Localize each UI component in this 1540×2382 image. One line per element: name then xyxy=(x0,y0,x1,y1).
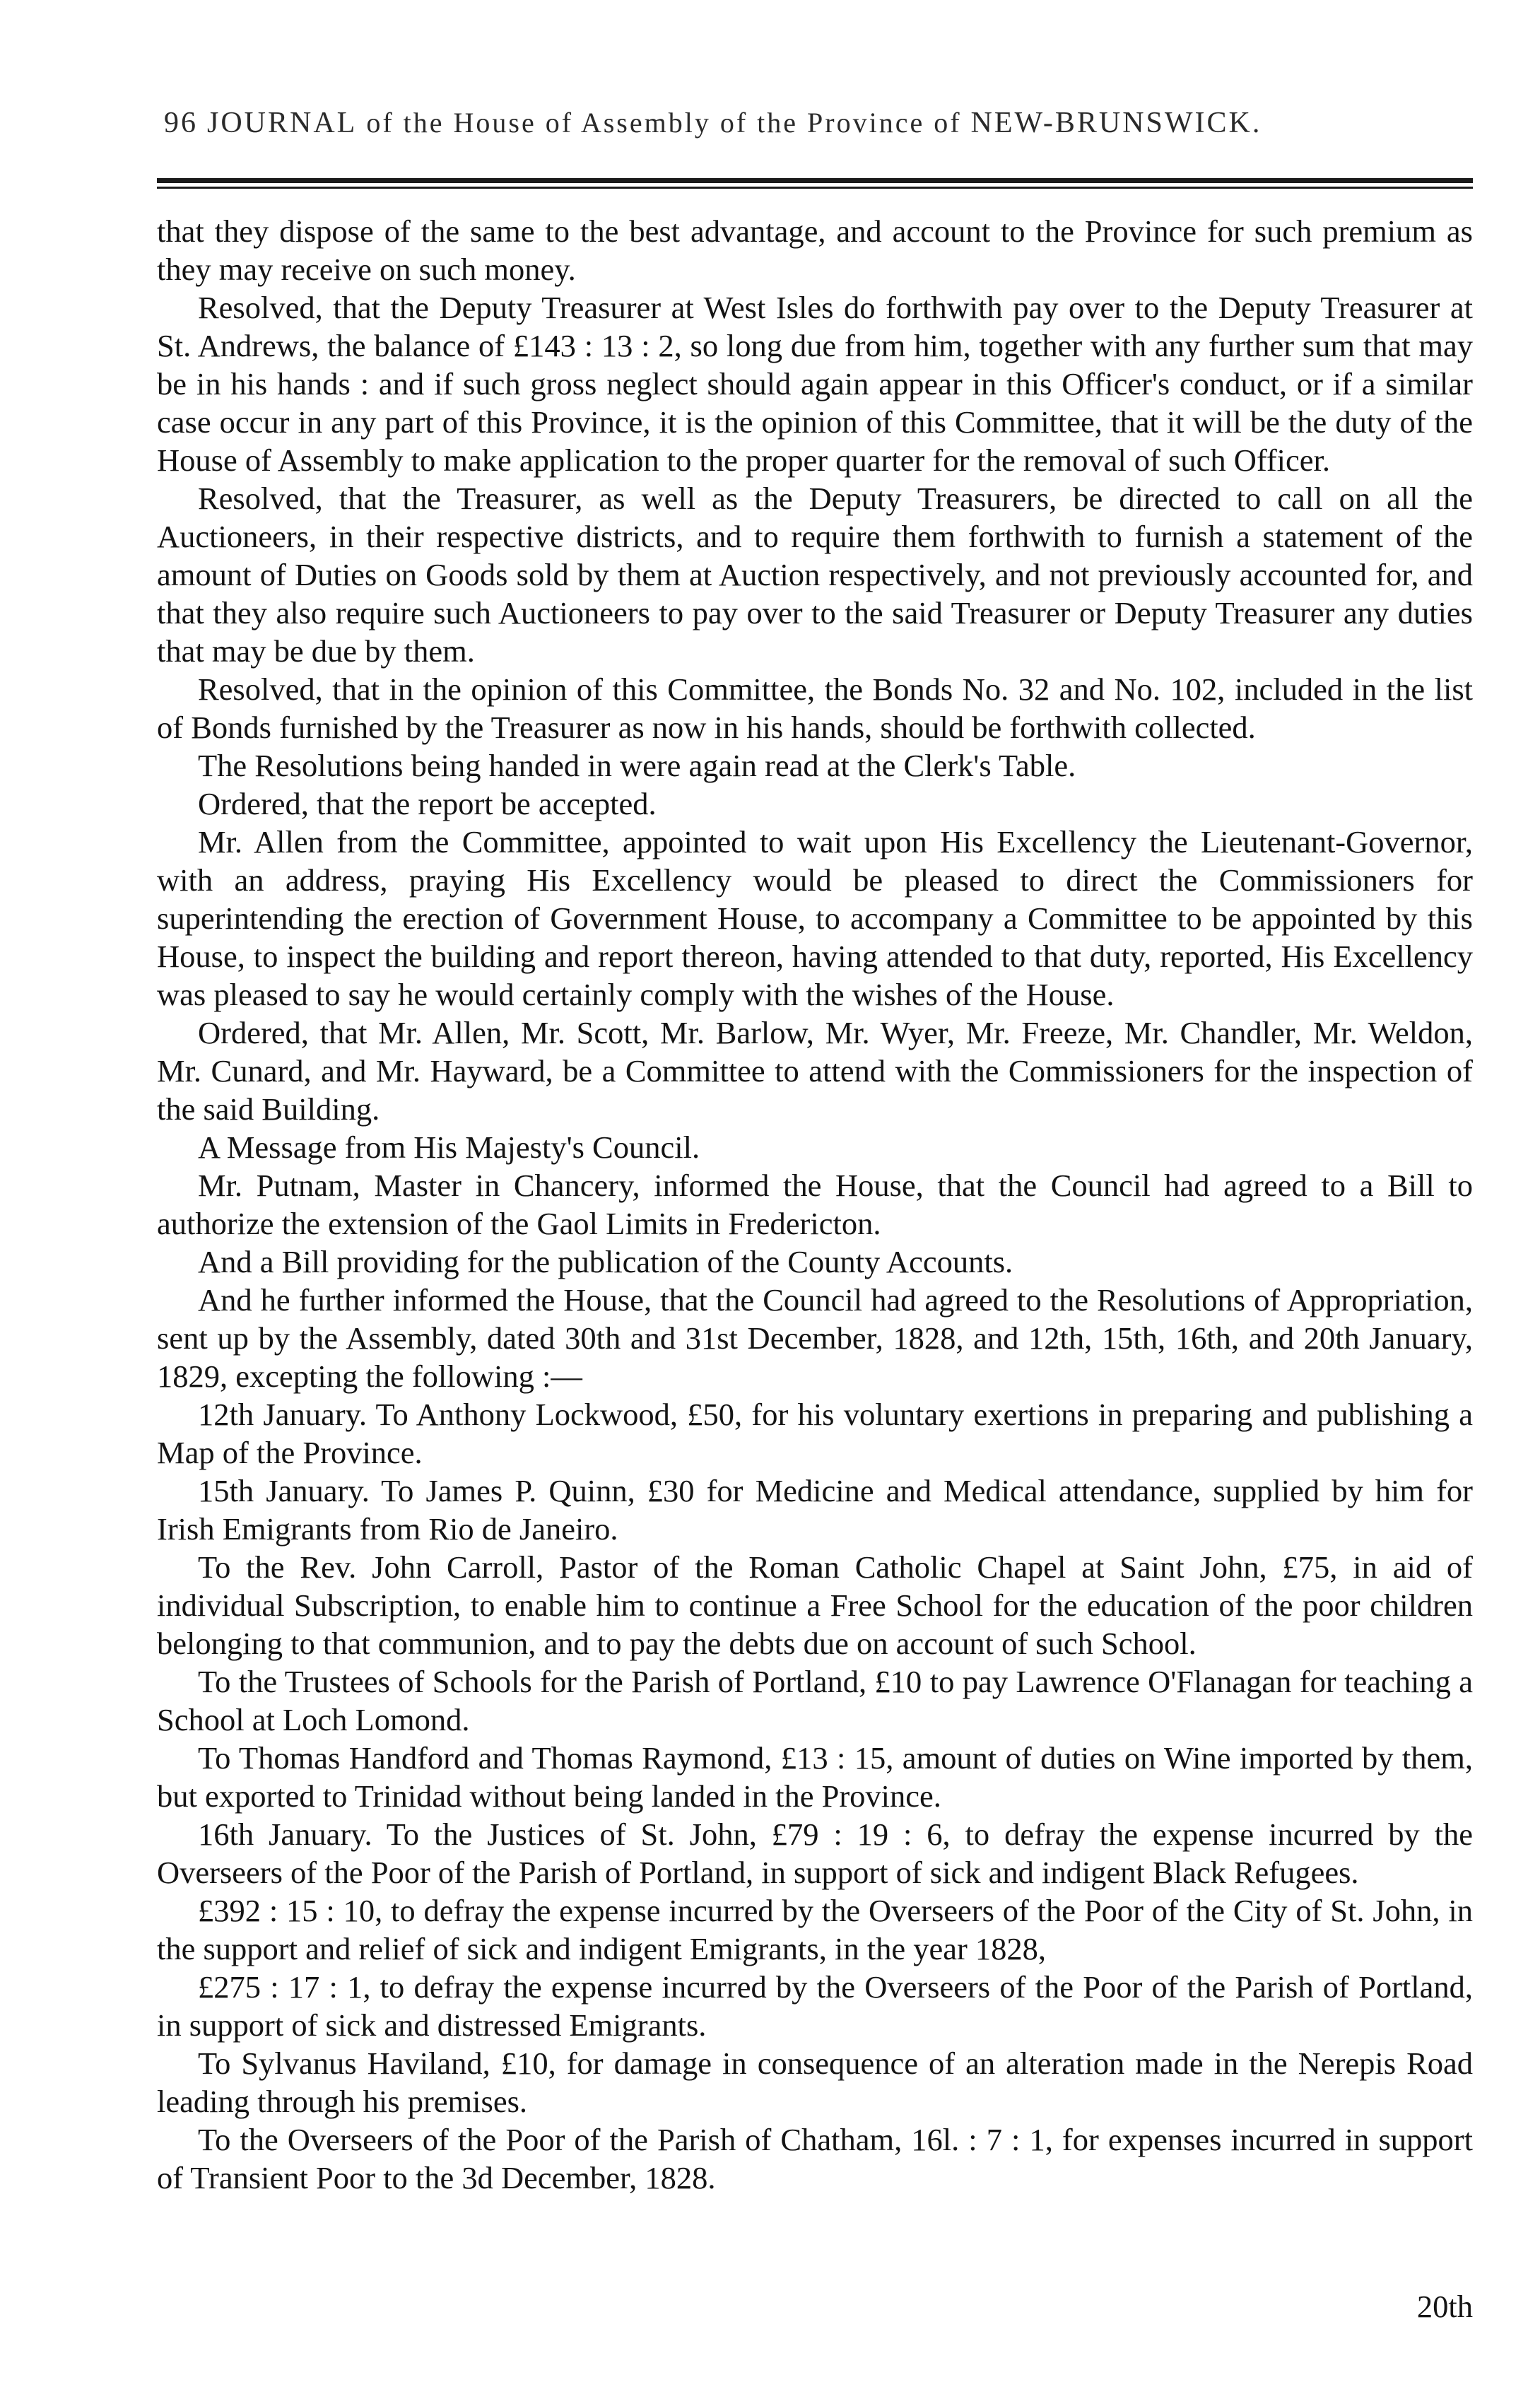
running-head-middle: of the House of Assembly of the Province of xyxy=(357,107,971,139)
paragraph-allen-report: Mr. Allen from the Committee, appointed to wait upon His Excellency the Lieutenant-Governor, with an address, praying His Excellency would be pleased to direct the Commissioners for superintending the erection of Government House, to accompany a Committee to be appointed by this House, to inspect the building and report thereon, having attended to that duty, reported, His Excellency was pleased to say he would certainly comply with the wishes of the House. xyxy=(157,824,1473,1012)
running-head xyxy=(164,106,1464,156)
paragraph-continuation: that they dispose of the same to the best advantage, and account to the Province for such premium as they may receive on such money. xyxy=(157,213,1473,287)
paragraph-county-accounts-bill: And a Bill providing for the publication of the County Accounts. xyxy=(198,1244,1013,1279)
running-head-journal: JOURNAL xyxy=(207,107,358,139)
paragraph-resolution-auctioneers: Resolved, that the Treasurer, as well as the Deputy Treasurers, be directed to call on all the Auctioneers, in their respective districts, and to require them forthwith to furnish a statement of the amount of Duties on Goods sold by them at Auction respectively, and not previously accounted for, and that they also require such Auctioneers to pay over to the said Treasurer or Deputy Treasurer any duties that may be due by them. xyxy=(157,481,1473,669)
paragraph-committee-appointed: Ordered, that Mr. Allen, Mr. Scott, Mr. Barlow, Mr. Wyer, Mr. Freeze, Mr. Chandler, Mr. Weldon, Mr. Cunard, and Mr. Hayward, be a Committee to attend with the Commissioners for the inspection of the said Building. xyxy=(157,1015,1473,1127)
paragraph-council-message: A Message from His Majesty's Council. xyxy=(198,1130,700,1165)
paragraph-appropriation-resolutions: And he further informed the House, that the Council had agreed to the Resolutions of Appropriation, sent up by the Assembly, dated 30th and 31st December, 1828, and 12th, 15th, 16th, and 20th January, 1829, excepting the following :— xyxy=(157,1282,1473,1394)
page-number: 96 xyxy=(164,107,198,139)
paragraph-carroll: To the Rev. John Carroll, Pastor of the Roman Catholic Chapel at Saint John, £75, in aid of individual Subscription, to enable him to continue a Free School for the education of the poor children belonging to that communion, and to pay the debts due on account of such School. xyxy=(157,1549,1473,1661)
paragraph-haviland: To Sylvanus Haviland, £10, for damage in consequence of an alteration made in the Nerepis Road leading through his premises. xyxy=(157,2046,1473,2119)
paragraph-portland-trustees: To the Trustees of Schools for the Parish of Portland, £10 to pay Lawrence O'Flanagan for teaching a School at Loch Lomond. xyxy=(157,1664,1473,1737)
paragraph-report-accepted: Ordered, that the report be accepted. xyxy=(198,786,657,821)
paragraph-quinn: 15th January. To James P. Quinn, £30 for Medicine and Medical attendance, supplied by him for Irish Emigrants from Rio de Janeiro. xyxy=(157,1473,1473,1547)
paragraph-lockwood: 12th January. To Anthony Lockwood, £50, for his voluntary exertions in preparing and publishing a Map of the Province. xyxy=(157,1397,1473,1470)
header-rule-thick xyxy=(157,178,1473,183)
paragraph-resolution-west-isles: Resolved, that the Deputy Treasurer at West Isles do forthwith pay over to the Deputy Treasurer at St. Andrews, the balance of £143 : 13 : 2, so long due from him, together with any further sum that may be in his hands : and if such gross neglect should again appear in this Officer's conduct, or if a similar case occur in any part of this Province, it is the opinion of this Committee, that it will be the duty of the House of Assembly to make application to the proper quarter for the removal of such Officer. xyxy=(157,290,1473,478)
paragraph-resolution-bonds: Resolved, that in the opinion of this Committee, the Bonds No. 32 and No. 102, included in the list of Bonds furnished by the Treasurer as now in his hands, should be forthwith collected. xyxy=(157,671,1473,745)
paragraph-chatham: To the Overseers of the Poor of the Parish of Chatham, 16l. : 7 : 1, for expenses incurred in support of Transient Poor to the 3d December, 1828. xyxy=(157,2122,1473,2195)
header-rule-thin xyxy=(157,187,1473,189)
running-head-province: NEW-BRUNSWICK. xyxy=(970,107,1262,139)
paragraph-justices-st-john: 16th January. To the Justices of St. John, £79 : 19 : 6, to defray the expense incurred by the Overseers of the Poor of the Parish of Portland, in support of sick and indigent Black Refugees. xyxy=(157,1817,1473,1890)
body-text xyxy=(157,212,1473,2318)
paragraph-resolutions-read: The Resolutions being handed in were again read at the Clerk's Table. xyxy=(198,748,1076,783)
paragraph-handford-raymond: To Thomas Handford and Thomas Raymond, £13 : 15, amount of duties on Wine imported by them, but exported to Trinidad without being landed in the Province. xyxy=(157,1740,1473,1814)
paragraph-city-st-john: £392 : 15 : 10, to defray the expense incurred by the Overseers of the Poor of the City of St. John, in the support and relief of sick and indigent Emigrants, in the year 1828, xyxy=(157,1893,1473,1966)
paragraph-portland-emigrants: £275 : 17 : 1, to defray the expense incurred by the Overseers of the Poor of the Parish of Portland, in support of sick and distressed Emigrants. xyxy=(157,1969,1473,2043)
catchword: 20th xyxy=(1416,2289,1473,2324)
paragraph-putnam-gaol-bill: Mr. Putnam, Master in Chancery, informed the House, that the Council had agreed to a Bill to authorize the extension of the Gaol Limits in Fredericton. xyxy=(157,1168,1473,1241)
